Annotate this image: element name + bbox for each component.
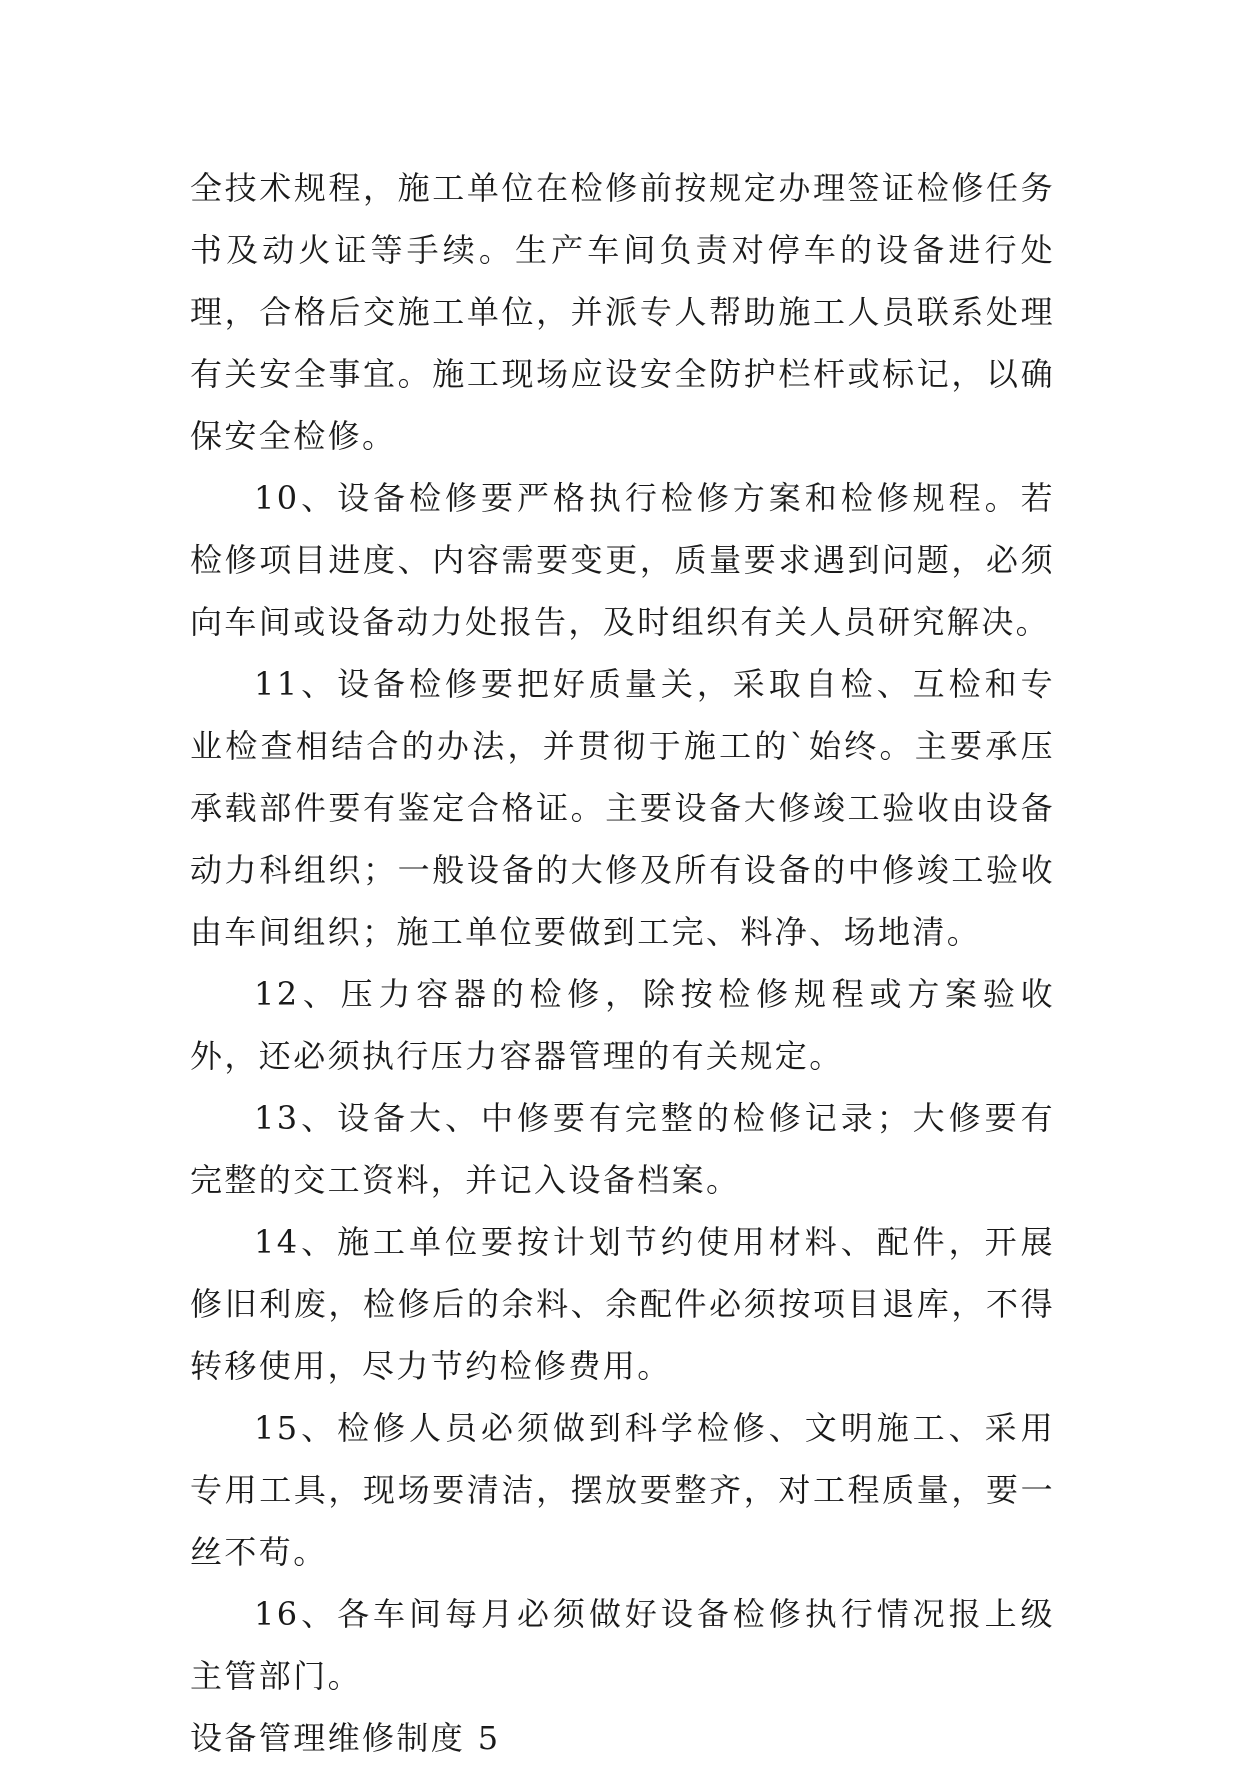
document-body bbox=[190, 157, 1055, 1769]
paragraph-item-10: 10、设备检修要严格执行检修方案和检修规程。若检修项目进度、内容需要变更，质量要求遇到问题，必须向车间或设备动力处报告，及时组织有关人员研究解决。 bbox=[190, 479, 1055, 641]
paragraph-item-12: 12、压力容器的检修，除按检修规程或方案验收外，还必须执行压力容器管理的有关规定。 bbox=[190, 975, 1055, 1075]
paragraph-continuation: 全技术规程，施工单位在检修前按规定办理签证检修任务书及动火证等手续。生产车间负责对停车的设备进行处理，合格后交施工单位，并派专人帮助施工人员联系处理有关安全事宜。施工现场应设安全防护栏杆或标记，以确保安全检修。 bbox=[190, 169, 1055, 455]
paragraph-item-16: 16、各车间每月必须做好设备检修执行情况报上级主管部门。 bbox=[190, 1595, 1055, 1695]
section-heading: 设备管理维修制度 5 bbox=[190, 1719, 501, 1757]
paragraph-item-13: 13、设备大、中修要有完整的检修记录；大修要有完整的交工资料，并记入设备档案。 bbox=[190, 1099, 1055, 1199]
paragraph-item-14: 14、施工单位要按计划节约使用材料、配件，开展修旧利废，检修后的余料、余配件必须按项目退库，不得转移使用，尽力节约检修费用。 bbox=[190, 1223, 1055, 1385]
paragraph-item-15: 15、检修人员必须做到科学检修、文明施工、采用专用工具，现场要清洁，摆放要整齐，对工程质量，要一丝不苟。 bbox=[190, 1409, 1055, 1571]
paragraph-item-11: 11、设备检修要把好质量关，采取自检、互检和专业检查相结合的办法，并贯彻于施工的`始终。主要承压承载部件要有鉴定合格证。主要设备大修竣工验收由设备动力科组织；一般设备的大修及所有设备的中修竣工验收由车间组织；施工单位要做到工完、料净、场地清。 bbox=[190, 665, 1055, 951]
